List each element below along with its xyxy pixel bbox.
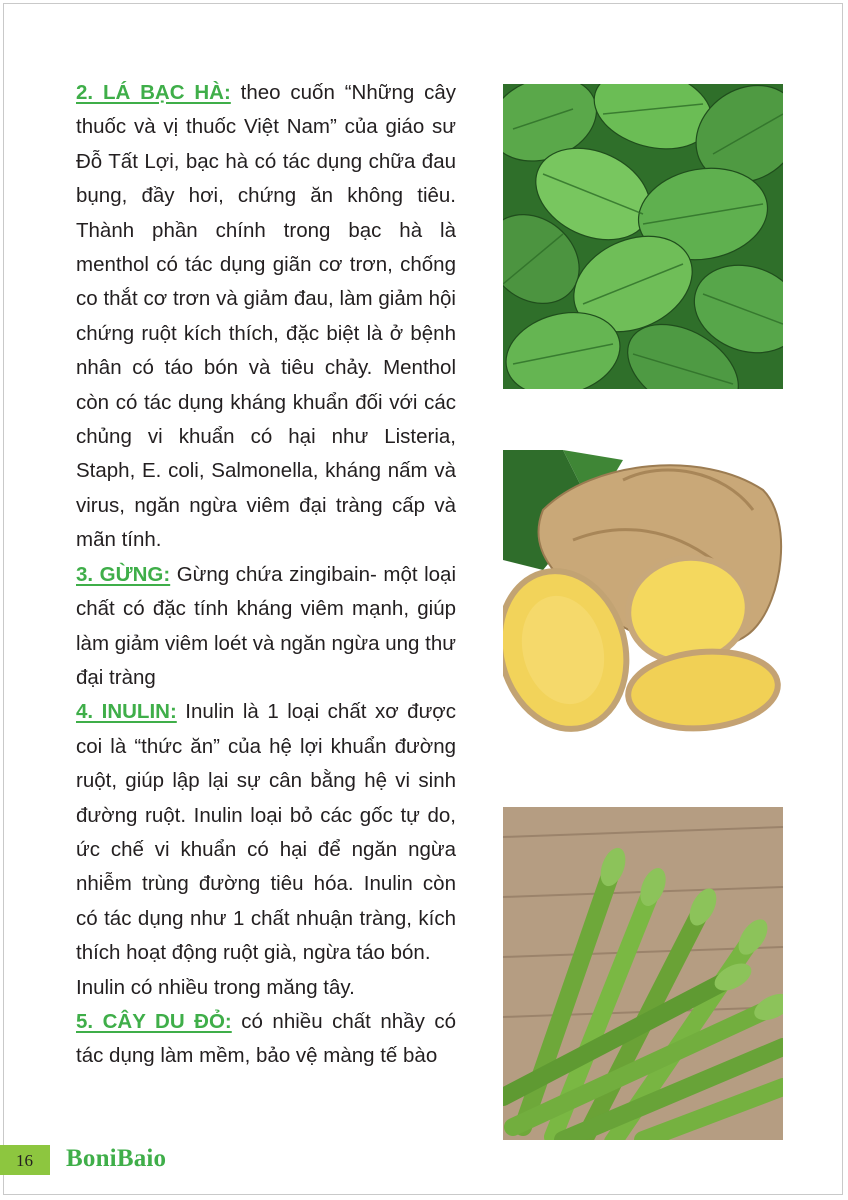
brand-logo: BoniBaio bbox=[66, 1145, 167, 1172]
mint-leaves-image bbox=[503, 84, 783, 389]
body-mint: theo cuốn “Những cây thuốc và vị thuốc Việt Nam” của giáo sư Đỗ Tất Lợi, bạc hà có tác dụng chữa đau bụng, đầy hơi, chứng ăn không tiêu. Thành phần chính trong bạc hà là menthol có tác dụng giãn cơ trơn, chống co thắt cơ trơn và giảm đau, làm giảm hội chứng ruột kích thích, đặc biệt là ở bệnh nhân có táo bón và tiêu chảy. Menthol còn có tác dụng kháng khuẩn đối với các chủng vi khuẩn có hại như Listeria, Staph, E. coli, Salmonella, kháng nấm và virus, ngăn ngừa viêm đại tràng cấp và mãn tính. bbox=[76, 81, 457, 552]
paragraph-du-do bbox=[76, 1005, 456, 1074]
asparagus-illustration bbox=[503, 807, 783, 1140]
ginger-image bbox=[503, 450, 783, 752]
heading-inulin: 4. INULIN: bbox=[76, 700, 177, 724]
ginger-illustration bbox=[503, 450, 783, 752]
body-du-do: có nhiều chất nhầy có tác dụng làm mềm, bảo vệ màng tế bào bbox=[76, 1009, 457, 1068]
body-ginger: Gừng chứa zingibain- một loại chất có đặc tính kháng viêm mạnh, giúp làm giảm viêm loét và ngăn ngừa ung thư đại tràng bbox=[76, 562, 456, 689]
paragraph-ginger bbox=[76, 558, 456, 696]
paragraph-mint bbox=[76, 76, 456, 558]
page-number: 16 bbox=[16, 1151, 33, 1170]
mint-leaves-illustration bbox=[503, 84, 783, 389]
asparagus-image bbox=[503, 807, 783, 1140]
article-text bbox=[76, 76, 456, 1074]
paragraph-inulin bbox=[76, 695, 456, 970]
heading-ginger: 3. GỪNG: bbox=[76, 562, 171, 586]
paragraph-inulin-note: Inulin có nhiều trong măng tây. bbox=[76, 975, 355, 999]
heading-mint: 2. LÁ BẠC HÀ: bbox=[76, 81, 231, 104]
heading-du-do: 5. CÂY DU ĐỎ: bbox=[76, 1009, 232, 1033]
body-inulin: Inulin là 1 loại chất xơ được coi là “thức ăn” của hệ lợi khuẩn đường ruột, giúp lập lại sự cân bằng hệ vi sinh đường ruột. Inulin loại bỏ các gốc tự do, ức chế vi khuẩn có hại để ngăn ngừa nhiễm trùng đường tiêu hóa. Inulin còn có tác dụng như 1 chất nhuận tràng, kích thích hoạt động ruột già, ngừa táo bón. bbox=[76, 700, 456, 965]
